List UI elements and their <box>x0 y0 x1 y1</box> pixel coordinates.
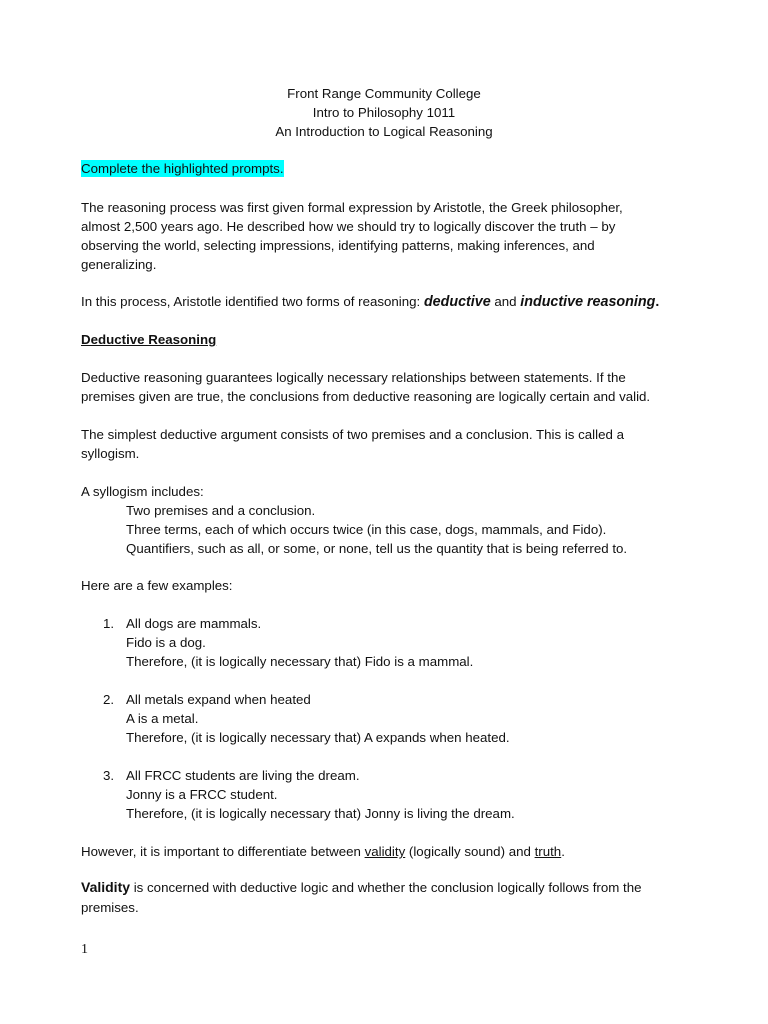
term-inductive: inductive reasoning <box>520 294 656 310</box>
validity-definition-line2: premises. <box>81 900 139 915</box>
example-line: Jonny is a FRCC student. <box>126 787 278 802</box>
term-deductive: deductive <box>423 294 491 310</box>
example-line: All FRCC students are living the dream. <box>126 768 360 783</box>
validity-truth-sentence <box>81 842 565 861</box>
syllogism-intro: A syllogism includes: <box>81 484 204 499</box>
example-line: Therefore, (it is logically necessary that) Jonny is living the dream. <box>126 806 515 821</box>
intro-p2-end: . <box>655 293 660 309</box>
syllogism-item: Three terms, each of which occurs twice (in this case, dogs, mammals, and Fido). <box>126 522 607 537</box>
header-title: An Introduction to Logical Reasoning <box>275 124 493 139</box>
example-number: 2. <box>103 692 115 707</box>
highlighted-prompt-text: Complete the highlighted prompts. <box>81 161 284 176</box>
validity-diff-mid: (logically sound) and <box>405 844 535 859</box>
validity-definition <box>81 878 642 897</box>
example-line: All metals expand when heated <box>126 692 311 707</box>
example-line: Fido is a dog. <box>126 635 206 650</box>
intro-p1-line: almost 2,500 years ago. He described how we should try to logically discover the truth – by <box>81 219 616 234</box>
deductive-p2-line: syllogism. <box>81 446 140 461</box>
validity-diff-end: . <box>561 844 565 859</box>
intro-p1-line: observing the world, selecting impressions, identifying patterns, making inferences, and <box>81 238 595 253</box>
deductive-p2-line: The simplest deductive argument consists of two premises and a conclusion. This is called a <box>81 427 624 442</box>
page-number: 1 <box>81 942 88 957</box>
header-course: Intro to Philosophy 1011 <box>312 105 456 120</box>
example-line: A is a metal. <box>126 711 199 726</box>
section-heading-deductive: Deductive Reasoning <box>81 332 217 347</box>
intro-p1-line: generalizing. <box>81 257 157 272</box>
examples-intro: Here are a few examples: <box>81 578 233 593</box>
intro-p2-prefix: In this process, Aristotle identified two forms of reasoning: <box>81 294 424 309</box>
example-line: Therefore, (it is logically necessary that) A expands when heated. <box>126 730 510 745</box>
deductive-p1-line: premises given are true, the conclusions from deductive reasoning are logically certain and valid. <box>81 389 651 404</box>
syllogism-item: Two premises and a conclusion. <box>126 503 316 518</box>
validity-diff-prefix: However, it is important to differentiate between <box>81 844 365 859</box>
example-number: 3. <box>103 768 115 783</box>
example-line: All dogs are mammals. <box>126 616 262 631</box>
deductive-p1-line: Deductive reasoning guarantees logically necessary relationships between statements. If the <box>81 370 626 385</box>
example-line: Therefore, (it is logically necessary that) Fido is a mammal. <box>126 654 474 669</box>
example-number: 1. <box>103 616 115 631</box>
syllogism-item: Quantifiers, such as all, or some, or none, tell us the quantity that is being referred to. <box>126 541 628 556</box>
term-truth: truth <box>534 844 562 859</box>
term-validity-bold: Validity <box>81 879 131 895</box>
highlighted-prompt <box>81 159 284 178</box>
term-validity: validity <box>364 844 406 859</box>
intro-p2-mid: and <box>490 294 521 309</box>
validity-definition-rest: is concerned with deductive logic and whether the conclusion logically follows from the <box>130 880 642 895</box>
intro-p2 <box>81 292 659 312</box>
header-college: Front Range Community College <box>287 86 481 101</box>
intro-p1-line: The reasoning process was first given formal expression by Aristotle, the Greek philosopher, <box>81 200 623 215</box>
